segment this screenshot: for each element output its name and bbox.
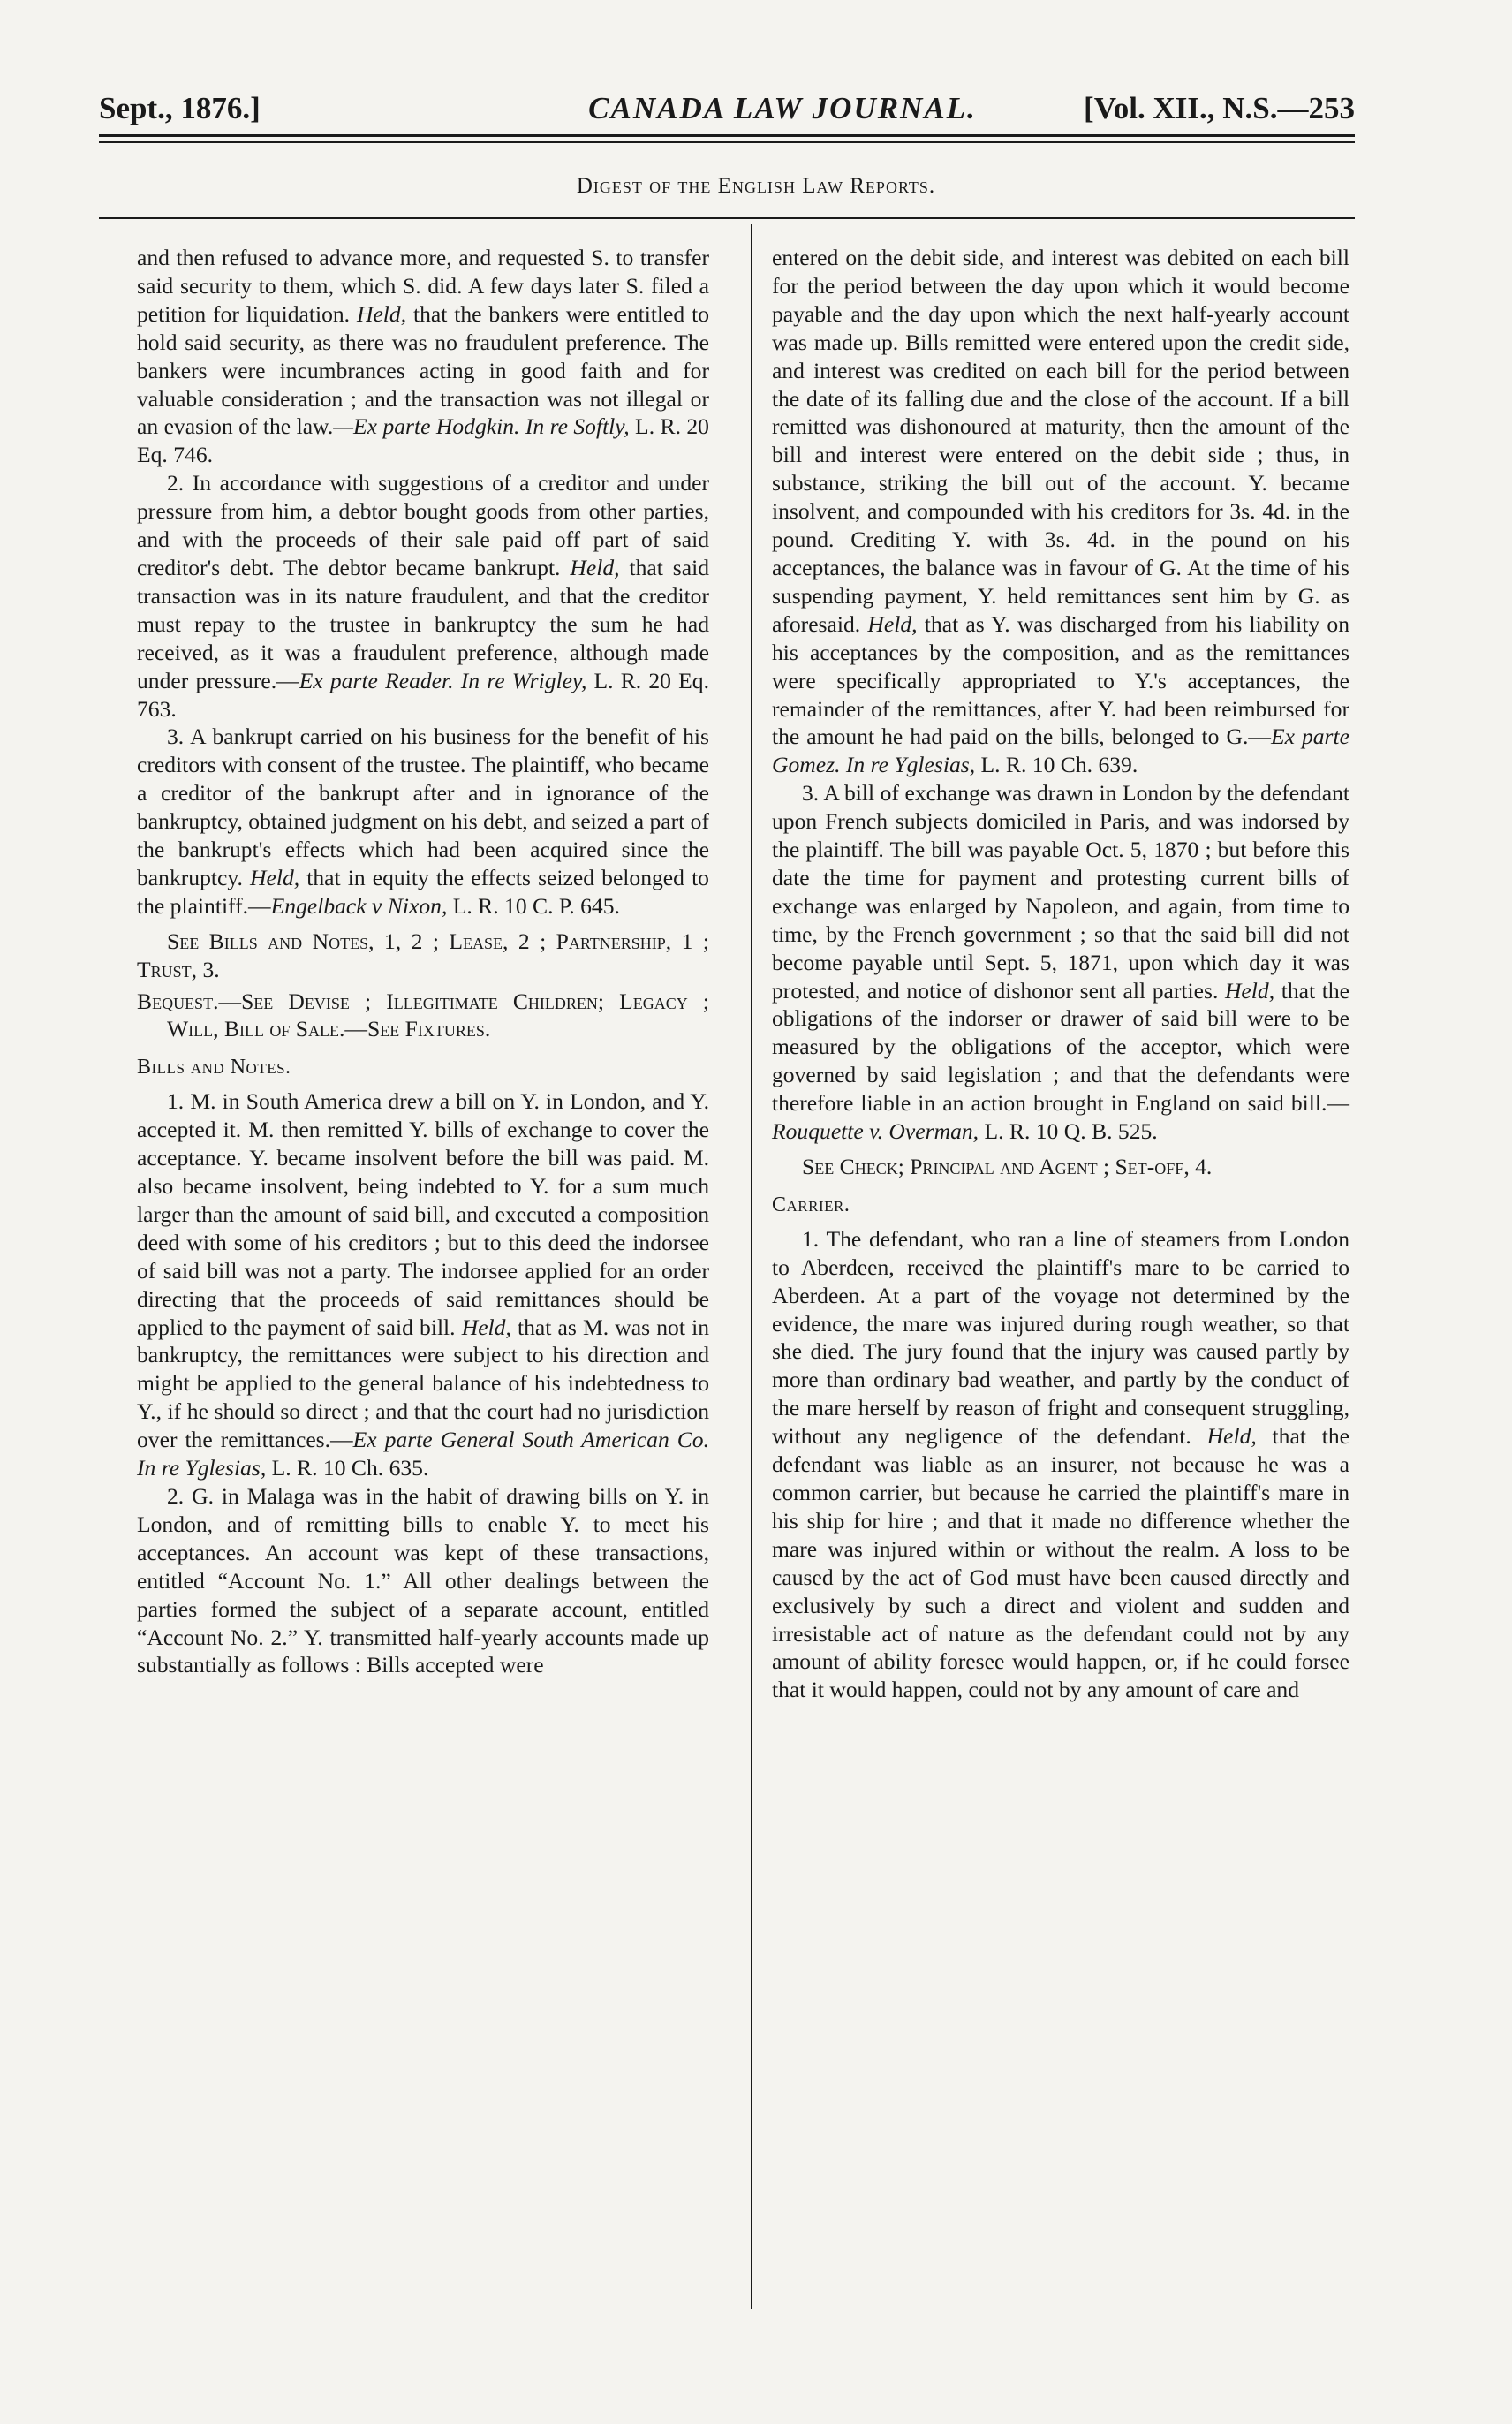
header-date: Sept., 1876.]	[99, 91, 261, 125]
section-rule	[99, 217, 1355, 219]
cross-reference: See Check; Principal and Agent ; Set-off, 4.	[802, 1154, 1213, 1179]
entry-paragraph: entered on the debit side, and interest was debited on each bill for the period between the day upon which it would become payable and the day upon which the next half-yearly account was made up. Bills remitted were entered upon the credit side, and interest was credited on each bill for the period between the date of its falling due and the close of the account. If a bill remitted was dishonoured at maturity, then the amount of the bill and interest were entered on the debit side ; thus, in substance, striking the bill out of the account. Y. became insolvent, and compounded with his creditors for 3s. 4d. in the pound. Crediting Y. with 3s. 4d. in the pound on his acceptances, the balance was in favour of G. At the time of his suspending payment, Y. held remittances sent him by G. as aforesaid. Held, that as Y. was discharged from his liability on his acceptances by the composition, and as the remittances were specifically appropriated to Y.'s acceptances, the remainder of the remittances, after Y. had been reimbursed for the amount he had paid on the bills, belonged to G.—Ex parte Gomez. In re Yglesias, L. R. 10 Ch. 639.	[772, 245, 1349, 778]
entry-paragraph: 1. The defendant, who ran a line of steamers from London to Aberdeen, received the plaintiff's mare to be carried to Aberdeen. At a part of the voyage not determined by the evidence, the mare was injured during rough weather, so that she died. The jury found that the injury was caused partly by more than ordinary bad weather, and partly by the conduct of the mare herself by reason of fright and consequent struggling, without any negligence of the defendant. Held, that the defendant was liable as an insurer, not because he was a common carrier, but because he carried the plaintiff's mare in his ship for hire ; and that it made no difference whether the mare was injured within or without the realm. A loss to be caused by the act of God must have been caused directly and exclusively by such a direct and violent and sudden and irresistable act of nature as the defendant could not by any amount of ability foresee would happen, or, if he could forsee that it would happen, could not by any amount of care and	[772, 1225, 1349, 1703]
entry-paragraph: 2. G. in Malaga was in the habit of drawing bills on Y. in London, and of remitting bills to enable Y. to meet his acceptances. An account was kept of these transactions, entitled “Account No. 1.” All other dealings between the parties formed the subject of a separate account, entitled “Account No. 2.” Y. transmitted half-yearly accounts made up substantially as follows : Bills accepted were	[137, 1482, 709, 1678]
column-divider	[751, 224, 752, 2309]
right-column	[772, 244, 1349, 1704]
entry-paragraph: 3. A bankrupt carried on his business for the benefit of his creditors with consent of the trustee. The plaintiff, who became a creditor of the bankrupt after and in ignorance of the bankruptcy, obtained judgment on his debt, and seized a part of the bankrupt's effects which had been acquired since the bankruptcy. Held, that in equity the effects seized belonged to the plaintiff.—Engelback v Nixon, L. R. 10 C. P. 645.	[137, 723, 709, 919]
carrier-heading: Carrier.	[772, 1193, 850, 1216]
header-volume: [Vol. XII., N.S.—253	[1084, 91, 1355, 125]
bequest-entry: Bequest.—See Devise ; Illegitimate Children; Legacy ; Will, Bill of Sale.—See Fixtures.	[137, 988, 709, 1042]
journal-title-text: CANADA LAW JOURNAL.	[588, 91, 977, 125]
entry-paragraph: 2. In accordance with suggestions of a creditor and under pressure from him, a debtor bought goods from other parties, and with the proceeds of their sale paid off part of said creditor's debt. The debtor became bankrupt. Held, that said transaction was in its nature fraudulent, and that the creditor must repay to the trustee in bankruptcy the sum he had received, as it was a fraudulent preference, although made under pressure.—Ex parte Reader. In re Wrigley, L. R. 20 Eq. 763.	[137, 470, 709, 722]
cross-reference: See Bills and Notes, 1, 2 ; Lease, 2 ; Partnership, 1 ; Trust, 3.	[137, 928, 709, 982]
entry-paragraph: 1. M. in South America drew a bill on Y. in London, and Y. accepted it. M. then remitted Y. bills of exchange to cover the acceptance. Y. became insolvent before the bill was paid. M. also became insolvent, being indebted to Y. for a sum much larger than the amount of said bill, and executed a composition deed with some of his creditors ; but to this deed the indorsee of said bill was not a party. The indorsee applied for an order directing that the proceeds of said remittances should be applied to the payment of said bill. Held, that as M. was not in bankruptcy, the remittances were subject to his direction and might be applied to the general balance of his indebtedness to Y., if he should so direct ; and that the court had no jurisdiction over the remittances.—Ex parte General South American Co. In re Yglesias, L. R. 10 Ch. 635.	[137, 1088, 709, 1481]
entry-paragraph: and then refused to advance more, and requested S. to transfer said security to them, which S. did. A few days later S. filed a petition for liquidation. Held, that the bankers were entitled to hold said security, as there was no fraudulent preference. The bankers were incumbrances acting in good faith and for valuable consideration ; and the transaction was not illegal or an evasion of the law.—Ex parte Hodgkin. In re Softly, L. R. 20 Eq. 746.	[137, 245, 709, 468]
section-heading: Digest of the English Law Reports.	[576, 174, 936, 198]
bills-and-notes-heading: Bills and Notes.	[137, 1056, 291, 1079]
left-column	[137, 244, 709, 1679]
bequest-heading: Bequest.	[137, 988, 219, 1014]
header-rule-thin	[99, 141, 1355, 143]
entry-paragraph: 3. A bill of exchange was drawn in London by the defendant upon French subjects domiciled in Paris, and was indorsed by the plaintiff. The bill was payable Oct. 5, 1870 ; but before this date the time for payment and protesting current bills of exchange was enlarged by Napoleon, and again, from time to time, by the French government ; so that the said bill did not become payable until Sept. 5, 1871, upon which day it was protested, and notice of dishonor sent all parties. Held, that the obligations of the indorser or drawer of said bill were to be measured by the obligations of the acceptor, which were governed by said legislation ; and that the defendants were therefore liable in an action brought in England on said bill.—Rouquette v. Overman, L. R. 10 Q. B. 525.	[772, 780, 1349, 1145]
header-rule-thick	[99, 134, 1355, 137]
